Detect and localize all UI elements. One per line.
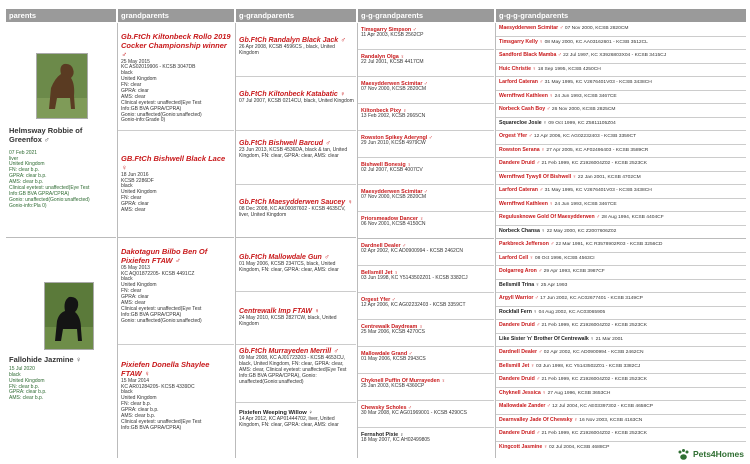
gg-grandparent-name: Chewsky Scholes ♂ xyxy=(361,405,413,411)
gg-grandparent-details: 29 Jun 2010, KCSB 4979CW xyxy=(361,140,426,147)
g-grandparent-details: 07 Jul 2007, KCSB 0214CU, black, United Kingdom xyxy=(239,98,354,105)
gg-grandparent-2[interactable] xyxy=(358,50,494,77)
gg-grandparent-16[interactable] xyxy=(358,428,494,455)
gg-grandparent-15[interactable] xyxy=(358,401,494,428)
grandparent-4[interactable] xyxy=(118,345,234,455)
g-grandparent-name: Gb.FtCh Kiltonbeck Katabatic ♀ xyxy=(239,91,345,98)
ggg-grandparent-details: 27 Apr 2005, KC AF02496403 - KCSB 3589CR xyxy=(546,147,649,153)
gg-grandparent-3[interactable] xyxy=(358,77,494,104)
g-grandparent-details: 26 Apr 2008, KCSB 4596CS , black, United Kingdom xyxy=(239,44,335,57)
logo-text: Pets4Homes xyxy=(692,449,744,460)
gg-grandparent-details: 13 Feb 2002, KCSB 2665CN xyxy=(361,113,426,120)
ggg-grandparent-details: 25 Apr 1993 xyxy=(540,282,568,288)
ggg-grandparent-name: Regulusknowe Gold Of Maesydderwen ♂ xyxy=(499,214,601,220)
ggg-grandparent-name: Dandere Druid ♂ xyxy=(499,376,541,382)
ggg-grandparent-details: 21 Feb 1999, KC Z1926004Z02 - KCSB 2523CK xyxy=(541,431,647,436)
ggg-grandparent-3[interactable] xyxy=(496,50,746,64)
g-grandparent-details: 09 Mar 2008, KC AJ01723203 - KCSB 4653CU, black, United Kingdom, FN: clear, GPRA: clear, AMS: clear, Clinical eyetest: unaffected(Eye Test Info:GB BVA GPRA/CPRA), Gonio: unaffected(Gonio:unaffected) xyxy=(239,355,347,385)
grandparent-name: Pixiefen Donella Shaylee FTAW ♀ xyxy=(121,360,210,378)
ggg-grandparent-15[interactable] xyxy=(496,212,746,226)
ggg-grandparent-1[interactable] xyxy=(496,23,746,37)
g-grandparent-details: 23 Jun 2013, KCSB 4536DA, black & tan, United Kingdom, FN: clear, GPRA: clear, AMS: clear xyxy=(239,147,348,160)
gg-grandparent-details: 11 Apr 2003, KCSB 2562CP xyxy=(361,32,424,39)
g-grandparent-3[interactable] xyxy=(236,131,356,185)
gg-grandparent-name: Maesydderwen Scimitar ♂ xyxy=(361,189,428,195)
g-grandparent-2[interactable] xyxy=(236,77,356,131)
ggg-grandparent-details: 22 Mar 1991, KC R3578902R03 - KCSB 3256CD xyxy=(555,242,663,247)
g-grandparent-name: Gb.FtCh Murrayeden Merrill ♂ xyxy=(239,348,339,355)
ggg-grandparent-details: 22 May 2000, KC Z2007606Z02 xyxy=(546,228,617,234)
dog-photo xyxy=(44,282,94,350)
gg-grandparent-details: 07 Nov 2000, KCSB 2820CM xyxy=(361,194,427,201)
parent-dam-name: Fallohide Jazmine ♀ xyxy=(9,355,82,364)
ggg-grandparent-details: 21 Mar 2001 xyxy=(595,336,624,342)
parent-sire[interactable] xyxy=(6,23,116,238)
ggg-grandparent-details: 02 Jul 2004, KCSB 4688CP xyxy=(548,444,610,450)
header-ggg-grandparents: g-g-g-grandparents xyxy=(496,9,746,22)
ggg-grandparent-name: Dardnell Dealer ♂ xyxy=(499,349,543,355)
grandparent-name: Gb.FtCh Kiltonbeck Rollo 2019 Cocker Championship winner ♂ xyxy=(121,32,231,59)
grandparent-3[interactable] xyxy=(118,238,234,345)
ggg-grandparent-name: Timsgarry Kelly ♀ xyxy=(499,38,544,45)
gg-grandparent-12[interactable] xyxy=(358,320,494,347)
grandparent-name: Dakotagun Bilbo Ben Of Pixiefen FTAW ♂ xyxy=(121,247,208,265)
ggg-grandparent-details: 08 Oct 1996, KCSB 4563CI xyxy=(534,255,595,261)
grandparent-details: 15 Mar 2014 KC AR01284205- KCSB 4339DC black United Kingdom FN: clear b.p. GPRA: clear b.p. AMS: clear b.p. Clinical eyetest: unaffected(Eye Test Info:GB BVA GPRA/CPRA) xyxy=(121,377,202,431)
ggg-grandparent-name: Huic Christie ♀ xyxy=(499,65,537,72)
g-grandparent-details: 08 Dec 2008, KC AK00087602 - KCSB 4635CV, liver, United Kingdom xyxy=(239,206,346,219)
gg-grandparent-details: 07 Nov 2000, KCSB 2820CM xyxy=(361,86,427,93)
ggg-grandparent-25[interactable] xyxy=(496,347,746,361)
ggg-grandparent-name: Wernffrwd Kathleen ♀ xyxy=(499,200,554,207)
ggg-grandparent-details: 27 Aug 1996, KCSB 3653CH xyxy=(547,390,611,396)
gg-grandparent-name: Bellsmill Jet ♀ xyxy=(361,270,399,276)
ggg-grandparent-name: Dandere Druid ♂ xyxy=(499,430,541,436)
grandparent-2[interactable] xyxy=(118,131,234,238)
ggg-grandparent-22[interactable] xyxy=(496,307,746,321)
ggg-grandparent-name: Sandford Black Mamba ♂ xyxy=(499,52,562,58)
ggg-grandparent-details: 12 Apr 2006, KC AG02232403 - KCSB 3359CT xyxy=(533,134,637,139)
ggg-grandparent-12[interactable] xyxy=(496,172,746,186)
ggg-grandparent-name: Kingcott Jasmine ♀ xyxy=(499,443,548,450)
g-grandparent-details: 01 May 2006, KCSB 2347CS, black, United Kingdom, FN: clear, GPRA: clear, AMS: clear xyxy=(239,261,339,274)
g-grandparent-name: Gb.FtCh Mallowdale Gun ♂ xyxy=(239,254,330,261)
parent-sire-name: Helmsway Robbie of Greenfox ♂ xyxy=(9,126,83,144)
ggg-grandparent-details: 12 Jul 2004, KC AE03397302 - KCSB 4658CP xyxy=(552,404,654,409)
ggg-grandparent-10[interactable] xyxy=(496,145,746,159)
gg-grandparent-name: Dardnell Dealer ♂ xyxy=(361,243,407,249)
parent-sire-details: 07 Feb 2021 liver United Kingdom FN: clear b.p. GPRA: clear b.p. AMS: clear b.p. Clinical eyetest: unaffected(Eye Test Info:GB BVA GPRA/CPRA) Gonio: unaffected(Gonio:unaffected) Gonio-info:Pla 0) xyxy=(9,149,90,209)
gg-grandparent-name: Priorsmeadow Dancer ♀ xyxy=(361,216,424,222)
ggg-grandparent-30[interactable] xyxy=(496,415,746,429)
g-grandparent-name: Pixiefen Weeping Willow ♀ xyxy=(239,410,313,416)
ggg-grandparent-details: 31 May 1995, KC V2676401V03 - KCSB 3438CH xyxy=(544,188,652,193)
gg-grandparent-name: Randalyn Olga ♀ xyxy=(361,54,405,60)
ggg-grandparent-name: Like Sister 'n' Brother Of Centrewalk ♀ xyxy=(499,335,595,342)
g-grandparent-details: 24 May 2010, KCSB 2827CW, black, United Kingdom xyxy=(239,315,337,328)
header-parents: parents xyxy=(6,9,116,22)
gg-grandparent-1[interactable] xyxy=(358,23,494,50)
gg-grandparent-4[interactable] xyxy=(358,104,494,131)
gg-grandparent-14[interactable] xyxy=(358,374,494,401)
gg-grandparent-name: Maesydderwen Scimitar ♂ xyxy=(361,81,428,87)
g-grandparent-1[interactable] xyxy=(236,23,356,77)
gg-grandparent-details: 02 Jul 2007, KCSB 4007CV xyxy=(361,167,423,174)
gg-grandparent-7[interactable] xyxy=(358,185,494,212)
ggg-grandparent-5[interactable] xyxy=(496,77,746,91)
ggg-grandparent-name: Argyll Warrior ♂ xyxy=(499,295,539,301)
gg-grandparent-11[interactable] xyxy=(358,293,494,320)
gg-grandparent-details: 02 Apr 2002, KC AD0900994 - KCSB 2462CN xyxy=(361,248,464,255)
parent-dam[interactable] xyxy=(6,238,116,455)
ggg-grandparent-details: 04 Aug 2002, KC AC03065905 xyxy=(538,309,606,315)
dog-photo xyxy=(36,53,88,119)
ggg-grandparent-name: Dandere Druid ♂ xyxy=(499,160,541,166)
ggg-grandparent-details: 21 Feb 1999, KC Z1926004Z02 - KCSB 2523CK xyxy=(541,377,647,382)
ggg-grandparent-details: 07 Nov 2000, KCSB 2820CM xyxy=(564,26,629,31)
gg-grandparent-10[interactable] xyxy=(358,266,494,293)
ggg-grandparent-name: Larford Cateran ♂ xyxy=(499,79,544,85)
grandparent-details: 05 May 2013 KC AQ01872205- KCSB 4491CZ black United Kingdom FN: clear GPRA: clear AMS: clear Clinical eyetest: unaffected(Eye Test Info:GB BVA GPRA/CPRA) Gonio: unaffected(Gonio:unaffected) xyxy=(121,264,202,324)
gg-grandparent-name: Kiltonbeck Pixy ♀ xyxy=(361,108,407,114)
g-grandparent-name: Gb.FtCh Maesydderwen Saucey ♀ xyxy=(239,199,353,206)
ggg-grandparent-details: 17 Jun 2002, KC AC02677401 - KCSB 3149CP xyxy=(540,296,643,301)
ggg-grandparent-24[interactable] xyxy=(496,334,746,348)
ggg-grandparent-name: Norbeck Chansa ♀ xyxy=(499,227,546,234)
ggg-grandparent-11[interactable] xyxy=(496,158,746,172)
gg-grandparent-name: Bishwell Bonesig ♀ xyxy=(361,162,412,168)
ggg-grandparent-26[interactable] xyxy=(496,361,746,375)
ggg-grandparent-name: Orgest Yfer ♂ xyxy=(499,133,533,139)
ggg-grandparent-name: Dolgarreg Aron ♂ xyxy=(499,268,543,274)
ggg-grandparent-4[interactable] xyxy=(496,64,746,78)
ggg-grandparent-27[interactable] xyxy=(496,374,746,388)
ggg-grandparent-name: Parkbreck Jefferson ♂ xyxy=(499,241,555,247)
ggg-grandparent-details: 28 Aug 1994, KCSB 4404CF xyxy=(601,215,664,220)
ggg-grandparent-9[interactable] xyxy=(496,131,746,145)
ggg-grandparent-name: Dandere Druid ♂ xyxy=(499,322,541,328)
gg-grandparent-13[interactable] xyxy=(358,347,494,374)
gg-grandparent-name: Mallowdale Grand ♂ xyxy=(361,351,413,357)
gg-grandparent-details: 30 Mar 2008, KC AG01969001 - KCSB 4290CS xyxy=(361,410,467,417)
g-grandparent-details: 14 Apr 2012, KC AP01444702, liver, United Kingdom, FN: clear, GPRA: clear, AMS: clear xyxy=(239,415,339,428)
ggg-grandparent-name: Larford Cell ♀ xyxy=(499,254,534,261)
ggg-grandparent-31[interactable] xyxy=(496,428,746,442)
g-grandparent-5[interactable] xyxy=(236,238,356,292)
ggg-grandparent-details: 31 May 1995, KC V2676401V03 - KCSB 3438CH xyxy=(544,80,652,85)
g-grandparent-name: Centrewalk Imp FTAW ♀ xyxy=(239,308,320,315)
ggg-grandparent-name: Bellsmill Jet ♀ xyxy=(499,362,535,369)
ggg-grandparent-name: Squarecloe Josie ♀ xyxy=(499,119,548,126)
ggg-grandparent-name: Bellsmill Trina ♀ xyxy=(499,281,540,288)
gg-grandparent-9[interactable] xyxy=(358,239,494,266)
ggg-grandparent-19[interactable] xyxy=(496,266,746,280)
grandparent-1[interactable] xyxy=(118,23,234,131)
gg-grandparent-details: 01 May 2006, KCSB 2943CS xyxy=(361,356,426,363)
ggg-grandparent-name: Chyknell Jessica ♀ xyxy=(499,389,547,396)
gg-grandparent-details: 25 Jan 2003, KCSB 4360CP xyxy=(361,383,425,390)
ggg-grandparent-16[interactable] xyxy=(496,226,746,240)
gg-grandparent-name: Rowston Spikey Aderyngl ♂ xyxy=(361,135,433,141)
ggg-grandparent-name: Wernffrwd Kathleen ♀ xyxy=(499,92,554,99)
ggg-grandparent-details: 08 May 2000, KC AA03162601 - KCSB 3512CL xyxy=(544,39,648,45)
ggg-grandparent-28[interactable] xyxy=(496,388,746,402)
ggg-grandparent-6[interactable] xyxy=(496,91,746,105)
paw-icon xyxy=(677,448,690,461)
pets4homes-logo[interactable] xyxy=(677,448,744,461)
ggg-grandparent-20[interactable] xyxy=(496,280,746,294)
parent-dam-details: 15 Jul 2020 black United Kingdom FN: clear b.p. GPRA: clear b.p. AMS: clear b.p. xyxy=(9,365,47,402)
ggg-grandparent-details: 16 Nov 2003, KCSB 4163CN xyxy=(579,417,643,423)
header-gg-grandparents: g-g-grandparents xyxy=(358,9,494,22)
g-grandparent-6[interactable] xyxy=(236,292,356,345)
g-grandparent-7[interactable] xyxy=(236,345,356,403)
gg-grandparent-5[interactable] xyxy=(358,131,494,158)
ggg-grandparent-23[interactable] xyxy=(496,320,746,334)
gg-grandparent-details: 06 Nov 2001, KCSB 4150CN xyxy=(361,221,426,228)
ggg-grandparent-details: 29 Apr 1993, KCSB 3987CF xyxy=(543,269,605,274)
g-grandparent-name: Gb.FtCh Randalyn Black Jack ♂ xyxy=(239,37,346,44)
ggg-grandparent-8[interactable] xyxy=(496,118,746,132)
g-grandparent-4[interactable] xyxy=(236,185,356,238)
ggg-grandparent-21[interactable] xyxy=(496,293,746,307)
ggg-grandparent-name: Wernffrwd Tywyll Of Bishwell ♀ xyxy=(499,173,577,180)
gg-grandparent-details: 22 Jul 2001, KCSB 4417CM xyxy=(361,59,424,66)
ggg-grandparent-name: Maesydderwen Scimitar ♂ xyxy=(499,25,564,31)
grandparent-details: 18 Jun 2016 KCSB 2286DF black United Kingdom FN: clear GPRA: clear AMS: clear xyxy=(121,171,157,214)
ggg-grandparent-details: 21 Feb 1999, KC Z1926004Z02 - KCSB 2523CK xyxy=(541,161,647,166)
ggg-grandparent-details: 18 Sep 1995, KCSB 4250CH xyxy=(537,66,601,72)
ggg-grandparent-name: Rowston Serana ♀ xyxy=(499,146,545,153)
ggg-grandparent-name: Larford Cateran ♂ xyxy=(499,187,544,193)
gg-grandparent-name: Orgest Yfer ♂ xyxy=(361,297,396,303)
gg-grandparent-details: 03 Jun 1998, KC Y5143502Z01 - KCSB 3382CJ xyxy=(361,275,468,282)
ggg-grandparent-name: Norbeck Cash Boy ♂ xyxy=(499,106,551,112)
gg-grandparent-name: Timsgarry Simpson ♂ xyxy=(361,27,417,33)
ggg-grandparent-name: Mallowdale Zander ♂ xyxy=(499,403,551,409)
ggg-grandparent-details: 24 Jun 1993, KCSB 3467CE xyxy=(554,93,617,99)
ggg-grandparent-details: 09 Oct 1999, KC Z5811105Z04 xyxy=(548,120,616,126)
header-g-grandparents: g-grandparents xyxy=(236,9,356,22)
gg-grandparent-name: Chyknell Puffin Of Murrayeden ♀ xyxy=(361,378,446,384)
ggg-grandparent-name: Dearnvalley Jade Of Chewsky ♀ xyxy=(499,416,578,423)
ggg-grandparent-details: 24 Jun 1993, KCSB 3467CE xyxy=(554,201,617,207)
ggg-grandparent-13[interactable] xyxy=(496,185,746,199)
ggg-grandparent-name: Rockfall Fern ♀ xyxy=(499,308,538,315)
grandparent-name: GB.FtCh Bishwell Black Lace ♀ xyxy=(121,154,226,172)
header-grandparents: grandparents xyxy=(118,9,234,22)
ggg-grandparent-7[interactable] xyxy=(496,104,746,118)
ggg-grandparent-details: 22 Jan 2001, KCSB 4702CM xyxy=(577,174,641,180)
g-grandparent-8[interactable] xyxy=(236,403,356,455)
ggg-grandparent-17[interactable] xyxy=(496,239,746,253)
ggg-grandparent-details: 02 Apr 2002, KC AD0900994 - KCSB 2462CN xyxy=(543,350,644,355)
gg-grandparent-6[interactable] xyxy=(358,158,494,185)
ggg-grandparent-29[interactable] xyxy=(496,401,746,415)
gg-grandparent-8[interactable] xyxy=(358,212,494,239)
gg-grandparent-name: Centrewalk Daydream ♀ xyxy=(361,324,423,330)
gg-grandparent-name: Fernshot Pixie ♀ xyxy=(361,432,404,438)
g-grandparent-name: Gb.FtCh Bishwell Barcud ♂ xyxy=(239,140,331,147)
grandparent-details: 25 May 2015 KC AS02019906 - KCSB 3047DB black United Kingdom FN: clear GPRA: clear AMS: clear Clinical eyetest: unaffected(Eye Test Info:GB BVA GPRA/CPRA) Gonio: unaffected(Gonio:unaffected) Gonio-info:Grade 0) xyxy=(121,58,202,124)
ggg-grandparent-details: 21 Feb 1999, KC Z1926004Z02 - KCSB 2523CK xyxy=(541,323,647,328)
ggg-grandparent-details: 26 Nov 2000, KCSB 2825CM xyxy=(551,107,616,112)
gg-grandparent-details: 25 Mar 2006, KCSB 4270CS xyxy=(361,329,425,336)
gg-grandparent-details: 12 Apr 2006, KC AG02232403 - KCSB 3359CT xyxy=(361,302,466,309)
ggg-grandparent-details: 03 Jun 1998, KC Y5143502Z01 - KCSB 3382CJ xyxy=(536,363,641,369)
ggg-grandparent-18[interactable] xyxy=(496,253,746,267)
ggg-grandparent-details: 22 Jul 1997, KC X3926803X04 - KCSB 3415CJ xyxy=(563,53,667,58)
gg-grandparent-details: 18 May 2007, KC AH02499805 xyxy=(361,437,430,444)
ggg-grandparent-2[interactable] xyxy=(496,37,746,51)
ggg-grandparent-14[interactable] xyxy=(496,199,746,213)
